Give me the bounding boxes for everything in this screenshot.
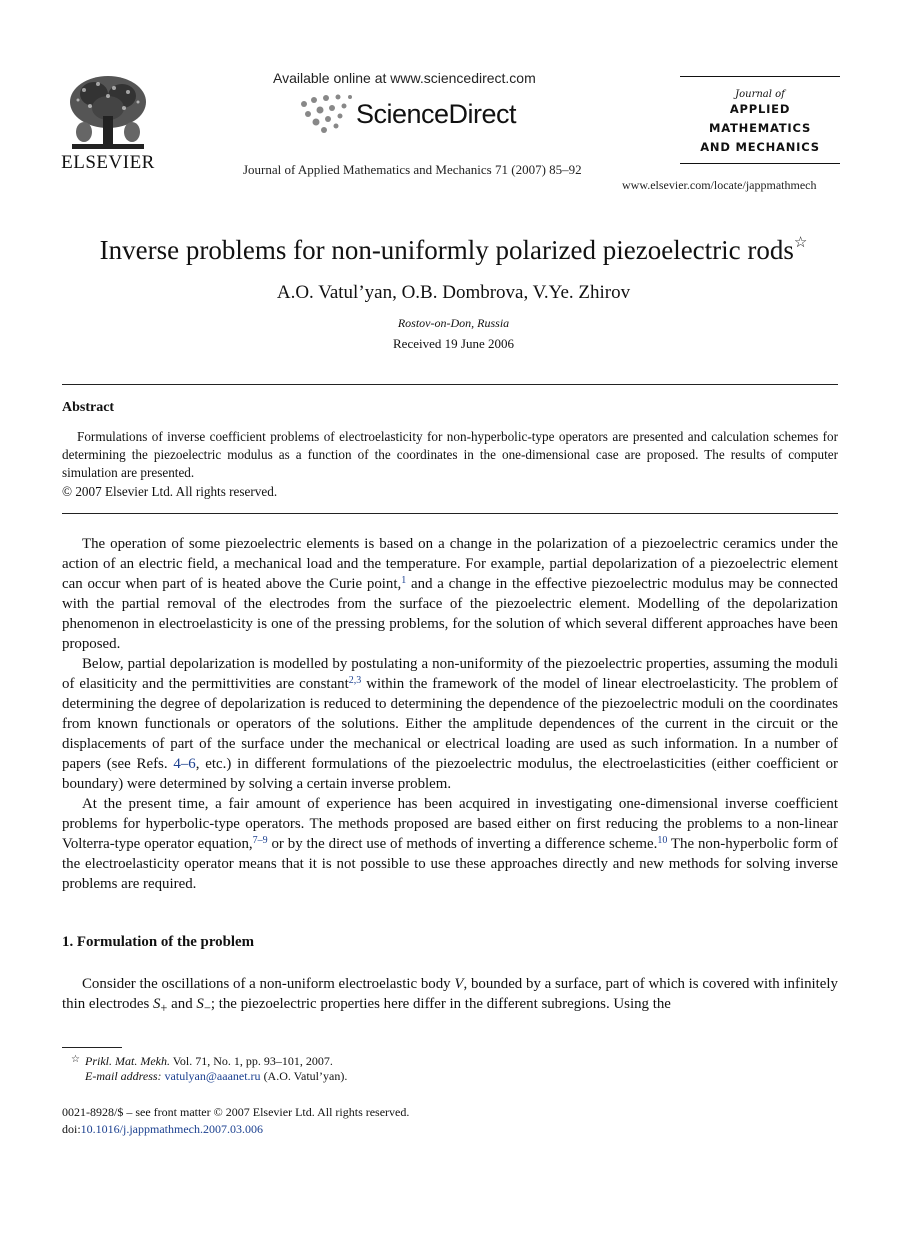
article-title (0, 233, 907, 266)
subscript-minus: − (203, 1000, 211, 1015)
journal-name-line-1: APPLIED (729, 102, 791, 116)
s1-text-c: ; the piezoelectric properties here differ in the different subregions. Using the (210, 996, 671, 1012)
abstract-body (62, 428, 838, 482)
footnote-email (85, 1068, 347, 1085)
sciencedirect-logo[interactable] (298, 92, 538, 138)
paragraph-1 (62, 534, 838, 654)
p3-text-c: The non-hyperbolic form of the electroelasticity operator means that it is not possible to use these approaches directly and new methods for solving inverse problems are required. (62, 836, 838, 892)
email-owner: (A.O. Vatul’yan). (260, 1069, 348, 1083)
ref-1-link[interactable]: 1 (401, 575, 407, 586)
s1-text-b: , bounded by a surface, part of which is covered with infinitely thin electrodes (62, 976, 839, 1012)
section-1-paragraph (62, 974, 838, 1018)
introduction-body (62, 534, 838, 894)
p1-text-a: The operation of some piezoelectric elements is based on a change in the polarization of a piezoelectric ceramics under the action of an electric field, a mechanical load and the temperature. For example, partial depolarization of a piezoelectric element can occur when part of is heated above the Curie point, (62, 536, 838, 592)
ref-10-link[interactable]: 10 (657, 835, 668, 846)
email-label: E-mail address: (85, 1069, 162, 1083)
p2-text-c: , etc.) in different formulations of the piezoelectric modulus, the electroelasticities (either coefficient or boundary) were determined by solving a certain inverse problem. (62, 756, 838, 792)
paragraph-3 (62, 794, 838, 894)
article-title-text: Inverse problems for non-uniformly polarized piezoelectric rods (99, 235, 794, 265)
article-affiliation: Rostov-on-Don, Russia (397, 316, 510, 330)
ref-4-6-link[interactable]: 4–6 (173, 756, 196, 772)
journal-citation: Journal of Applied Mathematics and Mechanics 71 (2007) 85–92 (243, 162, 582, 177)
s1-text-a: Consider the oscillations of a non-uniform electroelastic body (82, 976, 455, 992)
abstract-paragraph: Formulations of inverse coefficient problems of electroelasticity for non-hyperbolic-type operators are presented and calculation schemes for determining the piezoelectric modulus as a function of the coordinates in the one-dimensional case are proposed. The results of computer simulation are presented. (62, 429, 838, 480)
doi-label: doi: (62, 1122, 81, 1136)
subscript-plus: + (160, 1000, 168, 1015)
p1-text-b: and a change in the effective piezoelectric modulus may be connected with the partial removal of the electrodes from the surface of the piezoelectric element. Modelling of the depolarization phenomenon in electroelasticity is one of the pressing problems, for the solution of which several different approaches have been proposed. (62, 576, 838, 652)
p2-text-b: within the framework of the model of linear electroelasticity. The problem of determining the degree of depolarization is reduced to determining the dependence of the piezoelectric moduli on the coordinates from known functionals or operators of the solutions. Either the amplitude dependences of the current in the circuit or the displacements of part of the surface under the mechanical or electrical loading are used as such information. In a number of papers (see Refs. (62, 676, 839, 772)
sciencedirect-dots-icon (298, 94, 360, 134)
journal-box-bottom-rule (680, 163, 840, 164)
footnote-rule (62, 1047, 122, 1048)
s1-and: and (167, 996, 197, 1012)
section-1-body (62, 974, 838, 1018)
p3-text-a: At the present time, a fair amount of experience has been acquired in investigating one-dimensional inverse coefficient problems for hyperbolic-type operators. The methods proposed are based either on first reducing the problems to a non-linear Volterra-type operator equation, (62, 796, 838, 852)
section-1-heading: 1. Formulation of the problem (62, 934, 255, 950)
symbol-s-minus: S (196, 996, 204, 1012)
sciencedirect-wordmark: ScienceDirect (356, 99, 517, 129)
journal-name-line-3: AND MECHANICS (700, 140, 820, 154)
article-authors: A.O. Vatul’yan, O.B. Dombrova, V.Ye. Zhirov (276, 282, 631, 303)
abstract-bottom-rule (62, 513, 838, 514)
journal-url[interactable]: www.elsevier.com/locate/jappmathmech (622, 178, 817, 192)
abstract-heading: Abstract (62, 400, 115, 415)
p3-text-b: or by the direct use of methods of inverting a difference scheme. (267, 836, 658, 852)
title-footnote-mark[interactable]: ☆ (793, 235, 808, 251)
paragraph-2 (62, 654, 838, 794)
abstract-copyright: © 2007 Elsevier Ltd. All rights reserved. (62, 484, 278, 499)
journal-box-top-rule (680, 76, 840, 77)
footnote-citation: Vol. 71, No. 1, pp. 93–101, 2007. (169, 1054, 333, 1068)
ref-2-3-link[interactable]: 2,3 (348, 675, 362, 686)
journal-name-line-2: MATHEMATICS (708, 121, 812, 135)
footnote-star: ☆ (71, 1054, 80, 1065)
issn-line: 0021-8928/$ – see front matter © 2007 Elsevier Ltd. All rights reserved. (62, 1105, 410, 1119)
ref-7-9-link[interactable]: 7–9 (252, 835, 268, 846)
elsevier-wordmark: ELSEVIER (61, 152, 155, 173)
journal-of-label: Journal of (735, 89, 785, 100)
abstract-top-rule (62, 384, 838, 385)
journal-title-box (680, 76, 840, 164)
symbol-s-plus: S (152, 996, 161, 1012)
doi-line (62, 1122, 263, 1137)
doi-link[interactable]: 10.1016/j.jappmathmech.2007.03.006 (80, 1122, 263, 1136)
email-link[interactable]: vatulyan@aaanet.ru (164, 1069, 261, 1083)
available-online-text[interactable]: Available online at www.sciencedirect.com (273, 70, 536, 86)
elsevier-tree-icon (64, 72, 152, 152)
p2-text-a: Below, partial depolarization is modelled by postulating a non-uniformity of the piezoelectric properties, assuming the moduli of elasiticity and the permittivities are constant (62, 656, 838, 692)
received-date: Received 19 June 2006 (393, 336, 514, 351)
footnote-journal: Prikl. Mat. Mekh. (85, 1054, 170, 1068)
elsevier-logo (60, 72, 156, 176)
symbol-v: V (454, 976, 464, 992)
